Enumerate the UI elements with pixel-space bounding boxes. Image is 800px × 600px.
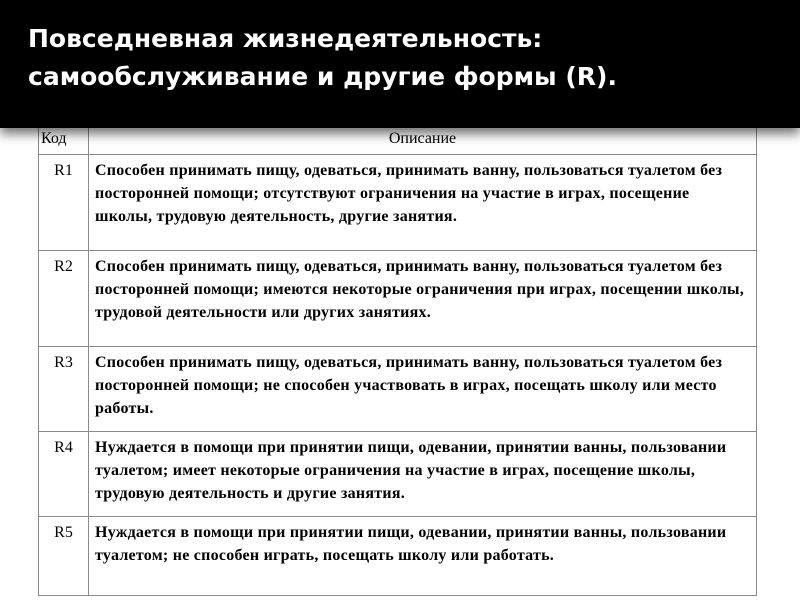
table-row — [39, 517, 757, 596]
column-header-description: Описание — [89, 126, 757, 155]
row-code: R2 — [39, 251, 89, 347]
row-code: R1 — [39, 155, 89, 251]
table-row — [39, 155, 757, 251]
column-header-code: Код — [39, 126, 89, 155]
row-code: R4 — [39, 432, 89, 517]
row-description: Способен принимать пищу, одеваться, принимать ванну, пользоваться туалетом без посторонней помощи; отсутствуют ограничения на участие в играх, посещение школы, трудовую деятельность, другие занятия. — [89, 155, 757, 251]
classification-table — [38, 125, 757, 596]
table-row — [39, 251, 757, 347]
slide-title-line-2: самообслуживание и другие формы (R). — [28, 62, 617, 91]
table-header-row — [39, 126, 757, 155]
slide-title-line-1: Повседневная жизнедеятельность: — [28, 24, 543, 53]
classification-table-container — [38, 125, 756, 596]
title-bar — [0, 0, 800, 128]
row-description: Нуждается в помощи при принятии пищи, одевании, принятии ванны, пользовании туалетом; имеет некоторые ограничения на участие в играх, посещение школы, трудовую деятельность и другие занятия. — [89, 432, 757, 517]
table-row — [39, 347, 757, 432]
row-description: Способен принимать пищу, одеваться, принимать ванну, пользоваться туалетом без посторонней помощи; имеются некоторые ограничения при играх, посещении школы, трудовой деятельности или других занятиях. — [89, 251, 757, 347]
row-code: R3 — [39, 347, 89, 432]
row-code: R5 — [39, 517, 89, 596]
table-row — [39, 432, 757, 517]
row-description: Способен принимать пищу, одеваться, принимать ванну, пользоваться туалетом без посторонней помощи; не способен участвовать в играх, посещать школу или место работы. — [89, 347, 757, 432]
row-description: Нуждается в помощи при принятии пищи, одевании, принятии ванны, пользовании туалетом; не способен играть, посещать школу или работать. — [89, 517, 757, 596]
slide-title — [28, 20, 788, 96]
